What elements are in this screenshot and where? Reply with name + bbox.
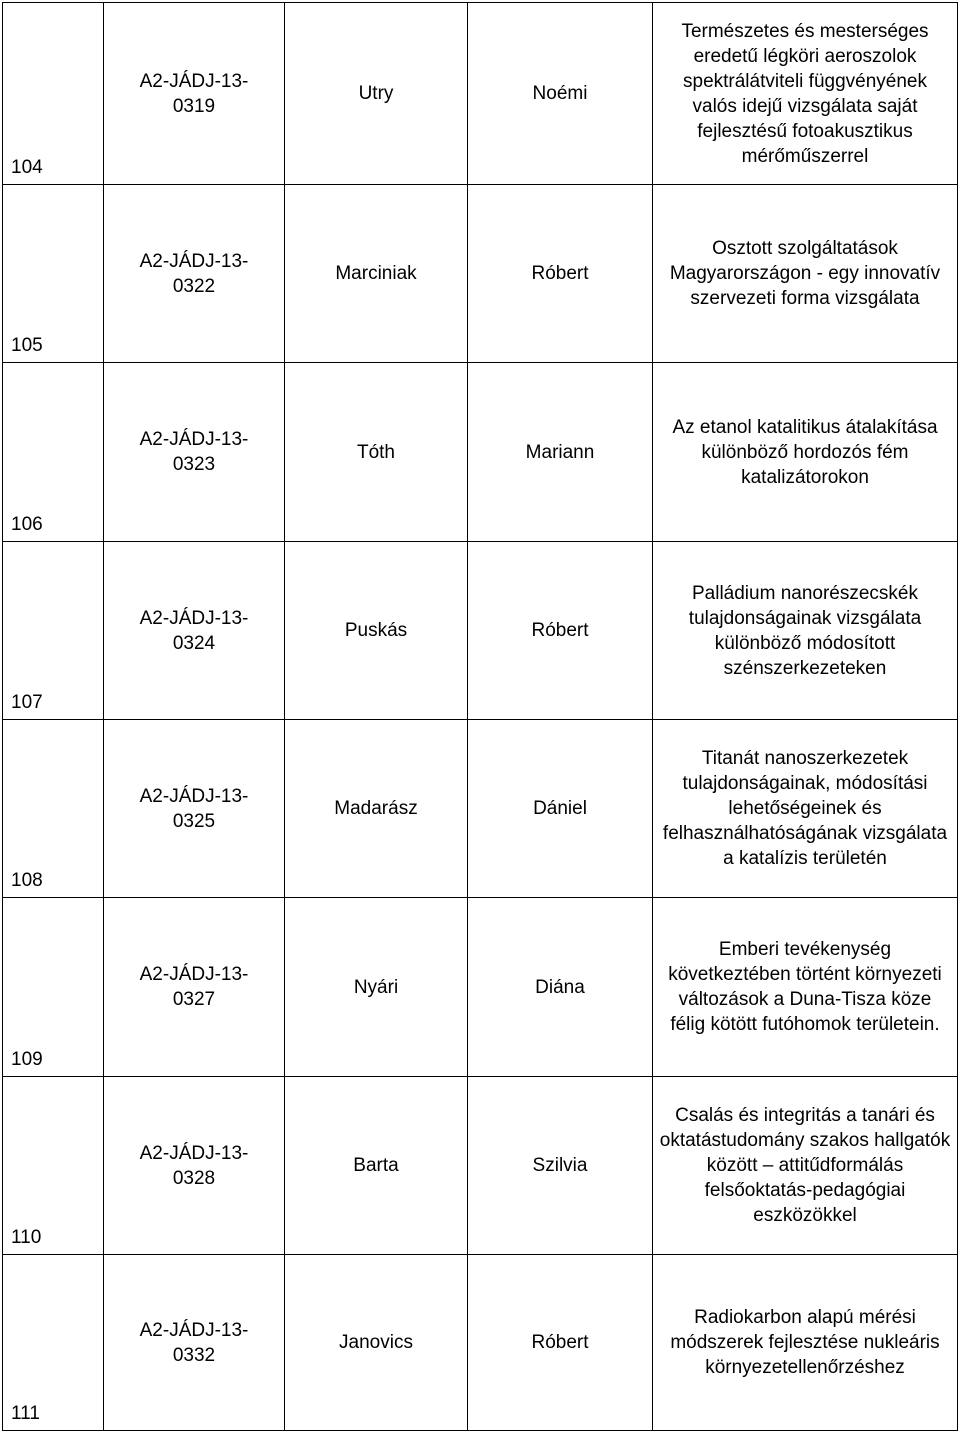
table-row bbox=[3, 1255, 958, 1431]
row-number: 111 bbox=[3, 1255, 104, 1431]
application-code-text: A2-JÁDJ-13- 0323 bbox=[139, 429, 249, 475]
row-number: 110 bbox=[3, 1077, 104, 1255]
application-code-text: A2-JÁDJ-13- 0327 bbox=[139, 964, 249, 1010]
first-name: Róbert bbox=[468, 542, 653, 720]
applicants-table bbox=[2, 2, 958, 1431]
last-name: Marciniak bbox=[285, 185, 468, 363]
row-number: 108 bbox=[3, 720, 104, 898]
row-number: 107 bbox=[3, 542, 104, 720]
first-name: Noémi bbox=[468, 3, 653, 185]
last-name: Puskás bbox=[285, 542, 468, 720]
application-code bbox=[104, 1077, 285, 1255]
last-name: Utry bbox=[285, 3, 468, 185]
application-code bbox=[104, 185, 285, 363]
last-name: Janovics bbox=[285, 1255, 468, 1431]
project-title: Az etanol katalitikus átalakítása különböző hordozós fém katalizátorokon bbox=[653, 363, 958, 542]
row-number: 106 bbox=[3, 363, 104, 542]
application-code bbox=[104, 898, 285, 1077]
project-title: Radiokarbon alapú mérési módszerek fejlesztése nukleáris környezetellenőrzéshez bbox=[653, 1255, 958, 1431]
project-title: Palládium nanorészecskék tulajdonságainak vizsgálata különböző módosított szénszerkezeteken bbox=[653, 542, 958, 720]
table-row bbox=[3, 1077, 958, 1255]
application-code bbox=[104, 542, 285, 720]
application-code-text: A2-JÁDJ-13- 0332 bbox=[139, 1319, 249, 1366]
last-name: Barta bbox=[285, 1077, 468, 1255]
table-row bbox=[3, 542, 958, 720]
project-title: Csalás és integritás a tanári és oktatástudomány szakos hallgatók között – attitűdformálás felsőoktatás-pedagógiai eszközökkel bbox=[653, 1077, 958, 1255]
first-name: Diána bbox=[468, 898, 653, 1077]
application-code-text: A2-JÁDJ-13- 0322 bbox=[139, 250, 249, 297]
table-row bbox=[3, 898, 958, 1077]
application-code bbox=[104, 1255, 285, 1431]
project-title: Természetes és mesterséges eredetű légköri aeroszolok spektrálátviteli függvényének valós idejű vizsgálata saját fejlesztésű fotoakusztikus mérőműszerrel bbox=[653, 3, 958, 185]
first-name: Mariann bbox=[468, 363, 653, 542]
table-row bbox=[3, 720, 958, 898]
first-name: Róbert bbox=[468, 185, 653, 363]
project-title: Titanát nanoszerkezetek tulajdonságainak, módosítási lehetőségeinek és felhasználhatóságának vizsgálata a katalízis területén bbox=[653, 720, 958, 898]
table-row bbox=[3, 185, 958, 363]
table-row bbox=[3, 363, 958, 542]
application-code-text: A2-JÁDJ-13- 0319 bbox=[139, 70, 249, 117]
last-name: Tóth bbox=[285, 363, 468, 542]
first-name: Dániel bbox=[468, 720, 653, 898]
last-name: Madarász bbox=[285, 720, 468, 898]
first-name: Róbert bbox=[468, 1255, 653, 1431]
last-name: Nyári bbox=[285, 898, 468, 1077]
application-code bbox=[104, 363, 285, 542]
row-number: 105 bbox=[3, 185, 104, 363]
row-number: 104 bbox=[3, 3, 104, 185]
application-code bbox=[104, 720, 285, 898]
table-row bbox=[3, 3, 958, 185]
application-code bbox=[104, 3, 285, 185]
application-code-text: A2-JÁDJ-13- 0328 bbox=[139, 1142, 249, 1189]
row-number: 109 bbox=[3, 898, 104, 1077]
project-title: Osztott szolgáltatások Magyarországon - egy innovatív szervezeti forma vizsgálata bbox=[653, 185, 958, 363]
application-code-text: A2-JÁDJ-13- 0325 bbox=[139, 785, 249, 832]
first-name: Szilvia bbox=[468, 1077, 653, 1255]
project-title: Emberi tevékenység következtében történt környezeti változások a Duna-Tisza köze félig kötött futóhomok területein. bbox=[653, 898, 958, 1077]
application-code-text: A2-JÁDJ-13- 0324 bbox=[139, 607, 249, 654]
